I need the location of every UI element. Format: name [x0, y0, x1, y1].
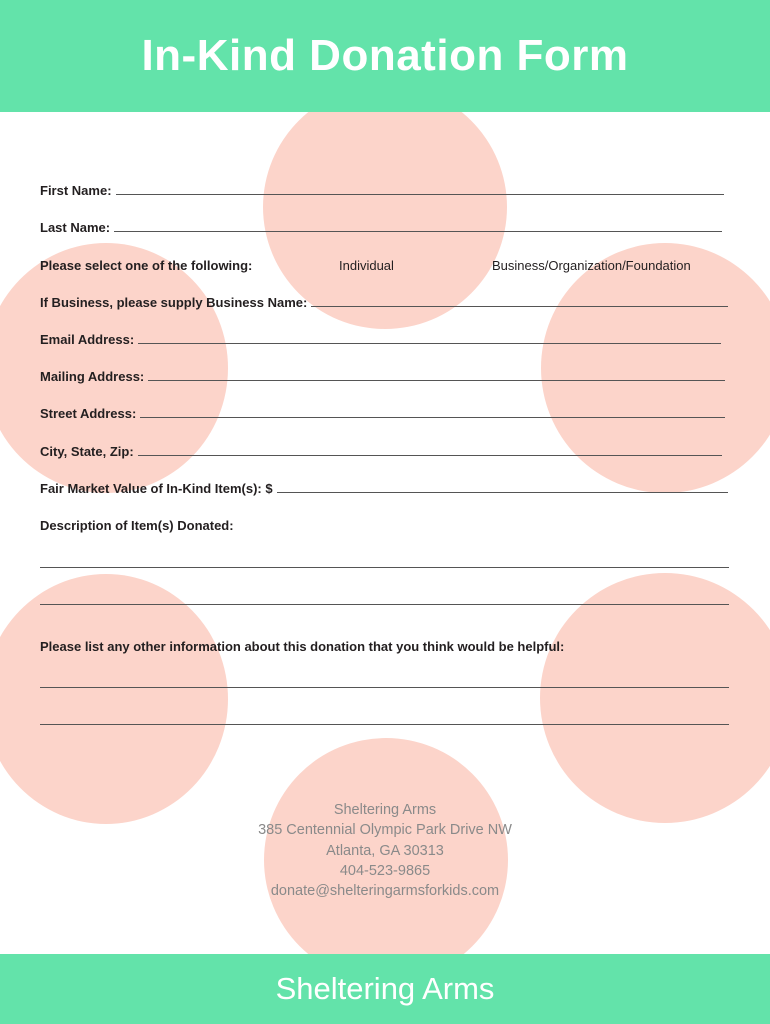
contact-org: Sheltering Arms: [333, 802, 437, 818]
description-line-2[interactable]: [40, 604, 729, 605]
footer-brand: Sheltering Arms: [275, 971, 495, 1006]
contact-phone: 404-523-9865: [339, 862, 431, 879]
mailing-line[interactable]: [148, 380, 725, 381]
other-info-line-2[interactable]: [40, 724, 729, 725]
footer-banner: [0, 954, 770, 1024]
email-row: [40, 332, 721, 347]
business-name-line[interactable]: [311, 306, 728, 307]
page-title: In-Kind Donation Form: [141, 31, 629, 80]
header-banner: [0, 0, 770, 112]
city-state-zip-line[interactable]: [138, 455, 722, 456]
other-info-label: Please list any other information about this donation that you think would be helpful:: [40, 639, 565, 654]
decorative-circle-right-lower: [540, 573, 770, 823]
first-name-label: First Name:: [40, 183, 112, 198]
business-name-label: If Business, please supply Business Name:: [40, 295, 308, 310]
option-business[interactable]: Business/Organization/Foundation: [492, 258, 691, 273]
description-line-1[interactable]: [40, 567, 729, 568]
mailing-row: [40, 369, 725, 384]
fair-value-row: [40, 481, 728, 496]
street-line[interactable]: [140, 417, 725, 418]
business-name-row: [40, 295, 728, 310]
contact-city: Atlanta, GA 30313: [326, 842, 444, 859]
contact-block: [0, 800, 770, 901]
last-name-line[interactable]: [114, 231, 722, 232]
email-label: Email Address:: [40, 332, 135, 347]
fair-value-line[interactable]: [277, 492, 728, 493]
mailing-label: Mailing Address:: [40, 369, 145, 384]
last-name-row: [40, 220, 722, 235]
description-label: Description of Item(s) Donated:: [40, 518, 234, 533]
decorative-circle-left-lower: [0, 574, 228, 824]
other-info-line-1[interactable]: [40, 687, 729, 688]
first-name-line[interactable]: [116, 194, 724, 195]
decorative-circle-top: [263, 85, 507, 329]
street-label: Street Address:: [40, 406, 137, 421]
email-line[interactable]: [138, 343, 721, 344]
option-individual[interactable]: Individual: [339, 258, 394, 273]
contact-address: 385 Centennial Olympic Park Drive NW: [258, 822, 512, 839]
select-prompt: Please select one of the following:: [40, 258, 253, 273]
city-state-zip-row: [40, 444, 722, 459]
first-name-row: [40, 183, 724, 198]
fair-value-label: Fair Market Value of In-Kind Item(s): $: [40, 481, 273, 496]
contact-email[interactable]: donate@shelteringarmsforkids.com: [270, 883, 500, 900]
city-state-zip-label: City, State, Zip:: [40, 444, 134, 459]
last-name-label: Last Name:: [40, 220, 111, 235]
street-row: [40, 406, 725, 421]
